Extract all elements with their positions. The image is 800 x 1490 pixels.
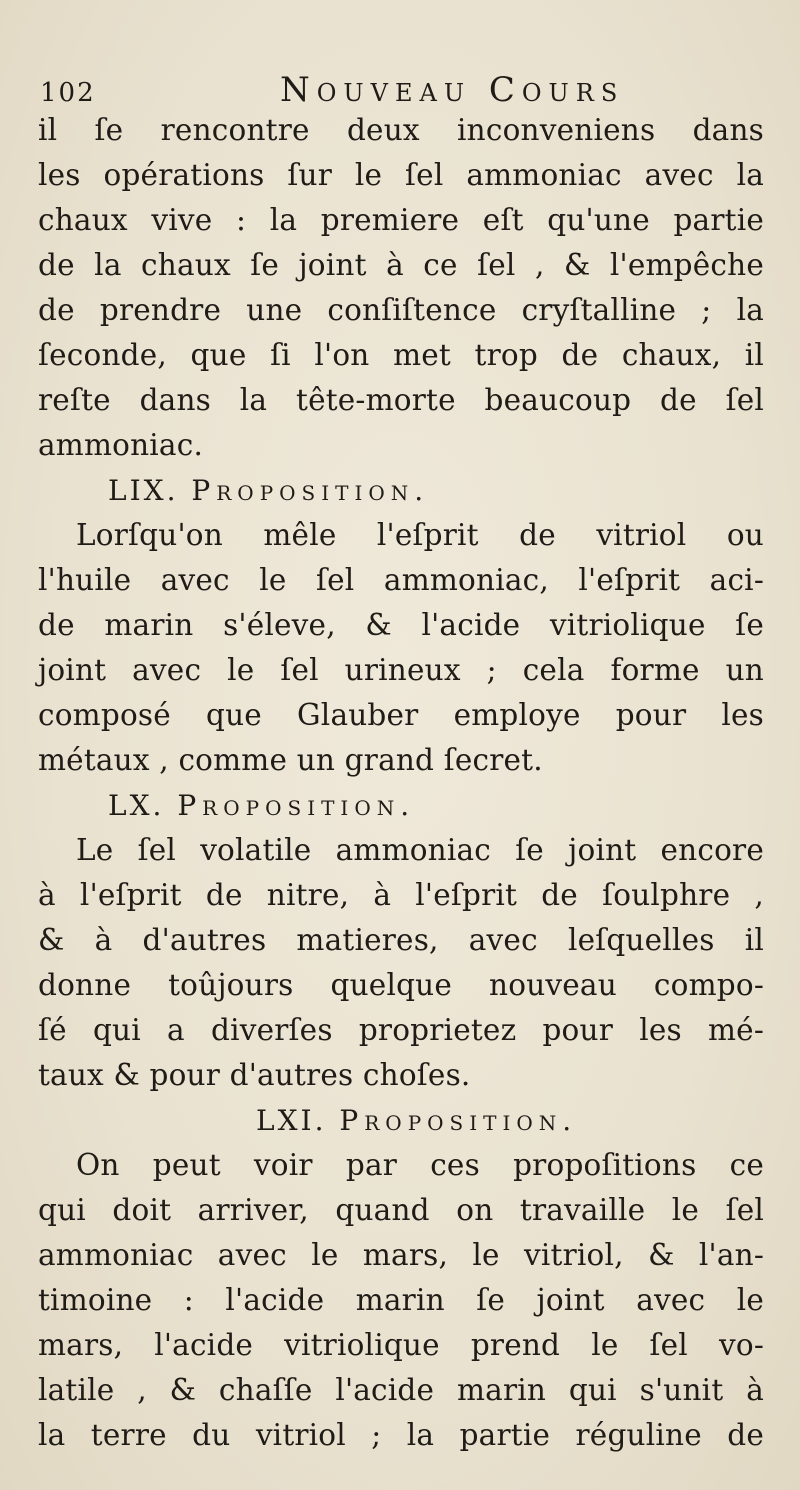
paragraph-lx [38,828,764,1098]
text-line: chaux vive : la premiere eſt qu'une partie [38,203,764,237]
paragraph-lix [38,513,764,783]
heading-word: Proposition. [339,1104,578,1137]
heading-number: LIX. [108,474,179,507]
text-line: qui doit arriver, quand on travaille le ſel [38,1193,764,1227]
heading-number: LX. [108,789,165,822]
running-head: Nouveau Cours [280,70,625,110]
text-line: On peut voir par ces propoſitions ce [76,1148,764,1182]
text-line: ſeconde, que ſi l'on met trop de chaux, il [38,338,764,372]
text-line: timoine : l'acide marin ſe joint avec le [38,1283,764,1317]
page-number: 102 [40,78,96,108]
text-line: & à d'autres matieres, avec leſquelles il [38,923,764,957]
section-heading-lix [38,468,764,513]
text-line: Lorſqu'on mêle l'eſprit de vitriol ou [76,518,764,552]
text-line: reſte dans la tête-morte beaucoup de ſel [38,383,764,417]
text-line: de marin s'éleve, & l'acide vitriolique ſe [38,608,764,642]
body-text [38,108,764,1458]
heading-number: LXI. [256,1104,327,1137]
text-line: ſé qui a diverſes proprietez pour les mé- [38,1013,764,1047]
text-line: ammoniac avec le mars, le vitriol, & l'an- [38,1238,764,1272]
text-line: à l'eſprit de nitre, à l'eſprit de ſoulphre , [38,878,764,912]
text-line: l'huile avec le ſel ammoniac, l'eſprit aci- [38,563,764,597]
section-heading-lx [38,783,764,828]
text-line: mars, l'acide vitriolique prend le ſel vo- [38,1328,764,1362]
text-line: ammoniac. [38,428,204,462]
text-line: composé que Glauber employe pour les [38,698,764,732]
heading-word: Proposition. [177,789,416,822]
text-line: la terre du vitriol ; la partie réguline de [38,1418,764,1452]
section-heading-lxi [38,1098,764,1143]
text-line: il ſe rencontre deux inconveniens dans [38,113,764,147]
text-line: donne toûjours quelque nouveau compo- [38,968,764,1002]
page-header [40,70,760,110]
heading-word: Proposition. [191,474,430,507]
text-line: Le ſel volatile ammoniac ſe joint encore [76,833,764,867]
text-line: de prendre une conſiſtence cryſtalline ; la [38,293,764,327]
paragraph-continuation [38,108,764,468]
text-line: les opérations ſur le ſel ammoniac avec la [38,158,764,192]
text-line: de la chaux ſe joint à ce ſel , & l'empêche [38,248,764,282]
text-line: taux & pour d'autres choſes. [38,1058,471,1092]
paragraph-lxi [38,1143,764,1458]
text-line: latile , & chaſſe l'acide marin qui s'unit à [38,1373,764,1407]
text-line: métaux , comme un grand ſecret. [38,743,543,777]
text-line: joint avec le ſel urineux ; cela forme un [38,653,764,687]
